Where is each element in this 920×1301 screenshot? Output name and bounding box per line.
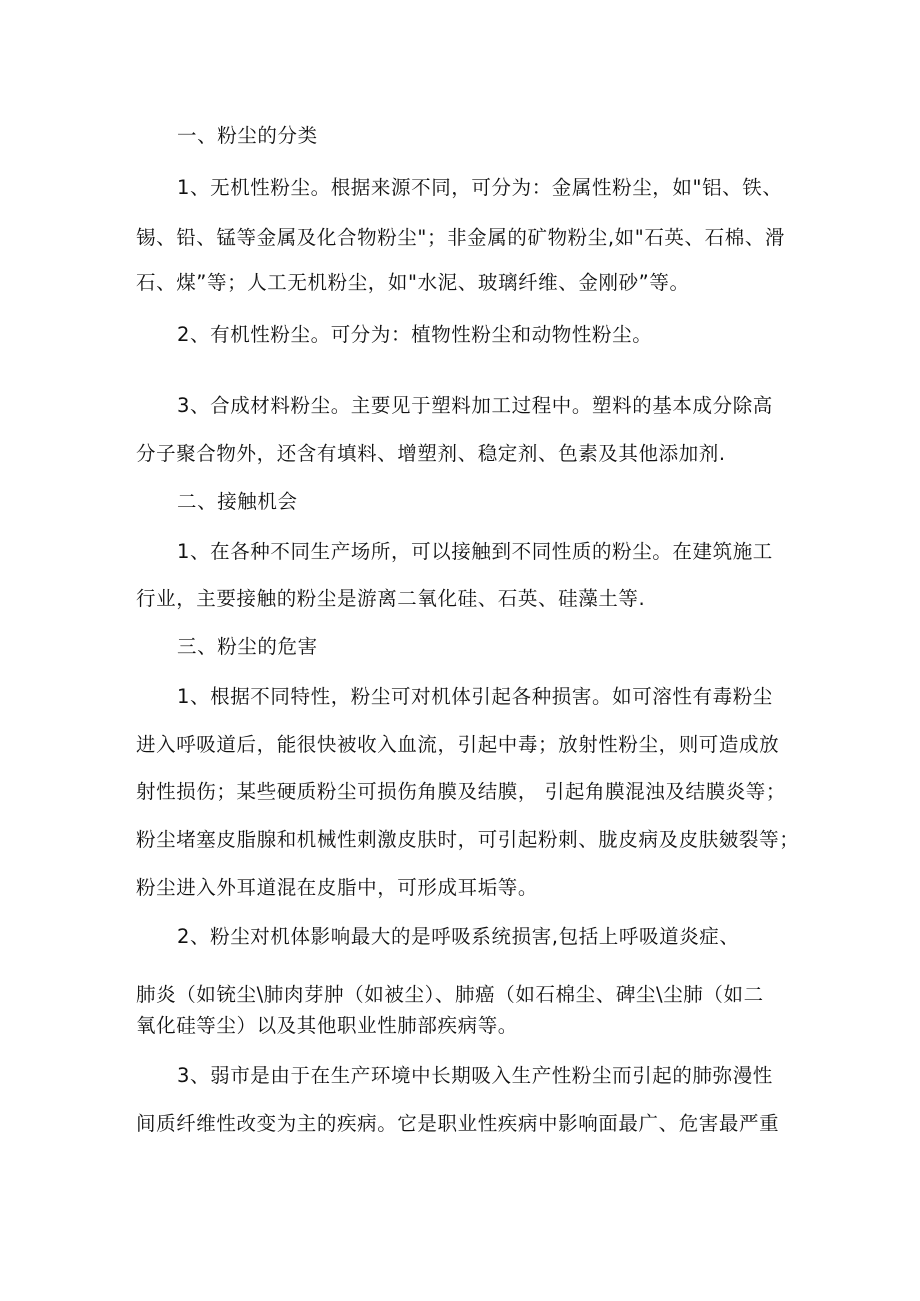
paragraph-line: 间质纤维性改变为主的疾病。它是职业性疾病中影响面最广、危害最严重	[136, 1112, 780, 1135]
paragraph-line: 2、粉尘对机体影响最大的是呼吸系统损害,包括上呼吸道炎症、	[177, 925, 740, 948]
paragraph-line: 1、根据不同特性，粉尘可对机体引起各种损害。如可溶性有毒粉尘	[177, 685, 773, 708]
paragraph-line: 锡、铅、锰等金属及化合物粉尘"；非金属的矿物粉尘,如"石英、石棉、滑	[136, 226, 786, 249]
heading-dust-classification: 一、粉尘的分类	[177, 124, 318, 147]
heading-dust-hazards: 三、粉尘的危害	[177, 635, 318, 658]
paragraph-line: 进入呼吸道后，能很快被收入血流，引起中毒；放射性粉尘，则可造成放	[136, 733, 780, 756]
paragraph-line: 石、煤”等；人工无机粉尘，如"水泥、玻璃纤维、金刚砂”等。	[136, 271, 690, 294]
paragraph-line: 粉尘进入外耳道混在皮脂中，可形成耳垢等。	[136, 876, 539, 899]
heading-exposure-opportunity: 二、接触机会	[177, 490, 298, 513]
paragraph-line: 氧化硅等尘）以及其他职业性肺部疾病等。	[136, 1014, 518, 1037]
paragraph-line: 2、有机性粉尘。可分为：植物性粉尘和动物性粉尘。	[177, 323, 653, 346]
paragraph-line: 1、无机性粉尘。根据来源不同，可分为：金属性粉尘，如"铝、铁、	[177, 176, 783, 199]
paragraph-line: 分子聚合物外，还含有填料、增塑剂、稳定剂、色素及其他添加剂.	[136, 442, 726, 465]
paragraph-line: 粉尘堵塞皮脂腺和机械性刺激皮肤时，可引起粉刺、胧皮病及皮肤皴裂等；	[136, 828, 800, 851]
paragraph-line: 3、合成材料粉尘。主要见于塑料加工过程中。塑料的基本成分除高	[177, 394, 773, 417]
paragraph-line: 3、弱市是由于在生产环境中长期吸入生产性粉尘而引起的肺弥漫性	[177, 1064, 773, 1087]
paragraph-line: 1、在各种不同生产场所，可以接触到不同性质的粉尘。在建筑施工	[177, 540, 773, 563]
paragraph-line: 肺炎（如铳尘\肺肉芽肿（如被尘）、肺癌（如石棉尘、碑尘\尘肺（如二	[136, 983, 764, 1006]
paragraph-line: 行业，主要接触的粉尘是游离二氧化硅、石英、硅藻土等.	[136, 587, 646, 610]
paragraph-line: 射性损伤；某些硬质粉尘可损伤角膜及结膜， 引起角膜混浊及结膜炎等；	[136, 780, 786, 803]
